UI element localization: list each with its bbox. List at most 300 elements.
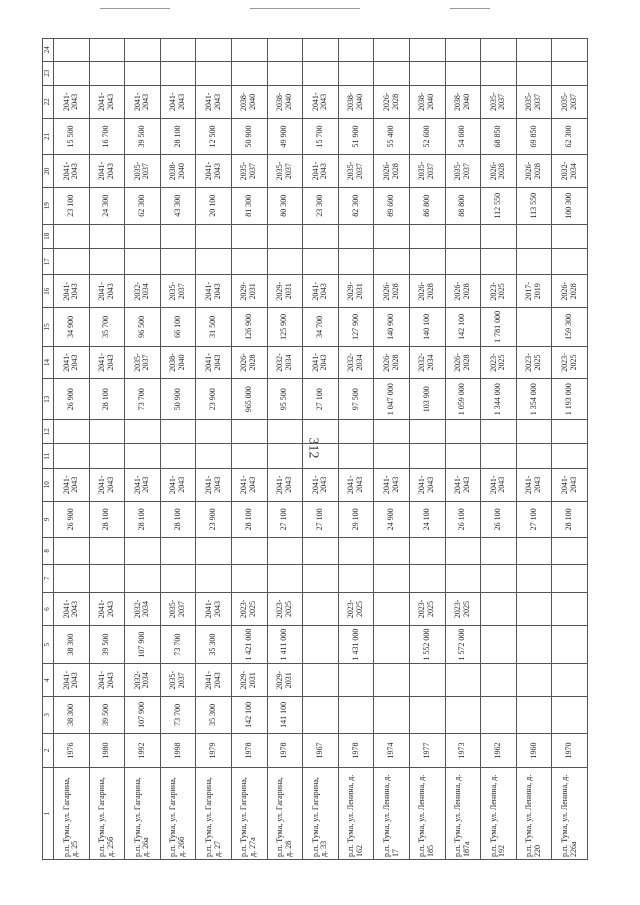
table-cell: 35 300 xyxy=(196,697,232,734)
table-cell xyxy=(231,538,267,564)
table-cell: 39 500 xyxy=(89,625,125,664)
table-cell: 35 300 xyxy=(196,625,232,664)
table-cell: 96 500 xyxy=(125,308,161,347)
table-cell xyxy=(89,444,125,468)
table-cell: 2026-2028 xyxy=(516,155,552,188)
table-cell: 12 500 xyxy=(196,118,232,155)
table-cell xyxy=(481,593,517,626)
table-cell xyxy=(552,248,588,274)
table-cell xyxy=(445,444,481,468)
column-number: 5 xyxy=(43,625,54,664)
table-cell xyxy=(374,248,410,274)
table-cell: 103 900 xyxy=(409,379,445,420)
table-cell: 2035-2037 xyxy=(125,346,161,379)
table-cell: 1 572 000 xyxy=(445,625,481,664)
address-cell: р.п. Тума, ул. Ленина, д. 192 xyxy=(481,768,517,860)
table-cell: 28 100 xyxy=(552,501,588,538)
table-cell: 2041-2043 xyxy=(303,468,339,501)
table-cell: 28 100 xyxy=(125,501,161,538)
table-cell: 39 500 xyxy=(89,697,125,734)
address-cell: р.п. Тума, ул. Ленина, д. 187а xyxy=(445,768,481,860)
table-cell xyxy=(267,61,303,85)
table-cell: 2041-2043 xyxy=(267,468,303,501)
table-cell xyxy=(409,697,445,734)
column-number: 20 xyxy=(43,155,54,188)
table-cell xyxy=(89,248,125,274)
table-cell xyxy=(89,420,125,444)
table-cell xyxy=(303,444,339,468)
column-number: 14 xyxy=(43,346,54,379)
table-cell: 27 100 xyxy=(516,501,552,538)
table-cell: 2041-2043 xyxy=(160,86,196,119)
table-cell: 2023-2025 xyxy=(445,593,481,626)
table-cell xyxy=(231,61,267,85)
table-cell: 23 100 xyxy=(54,187,90,224)
table-cell xyxy=(481,664,517,697)
table-cell: 49 900 xyxy=(267,118,303,155)
table-cell: 142 100 xyxy=(445,308,481,347)
table-cell xyxy=(445,697,481,734)
table-cell: 28 100 xyxy=(89,379,125,420)
table-cell xyxy=(196,39,232,62)
table-cell xyxy=(196,248,232,274)
table-cell xyxy=(160,420,196,444)
table-cell: 2041-2043 xyxy=(196,593,232,626)
table-cell: 38 300 xyxy=(54,697,90,734)
table-cell: 2026-2028 xyxy=(445,346,481,379)
table-cell xyxy=(374,420,410,444)
table-cell: 2026-2028 xyxy=(481,155,517,188)
column-number: 8 xyxy=(43,538,54,564)
table-cell xyxy=(374,538,410,564)
table-cell: 2023-2025 xyxy=(267,593,303,626)
table-cell: 26 900 xyxy=(54,379,90,420)
table-cell xyxy=(303,224,339,248)
table-cell xyxy=(160,444,196,468)
table-row xyxy=(303,39,339,860)
table-cell: 2041-2043 xyxy=(196,86,232,119)
table-cell xyxy=(231,39,267,62)
table-cell xyxy=(160,39,196,62)
table-cell: 2023-2025 xyxy=(481,346,517,379)
table-cell xyxy=(409,444,445,468)
table-cell: 1974 xyxy=(374,733,410,768)
scan-mark xyxy=(450,8,490,9)
table-row xyxy=(481,39,517,860)
table-cell: 2041-2043 xyxy=(196,468,232,501)
table-cell xyxy=(196,61,232,85)
table-cell: 965 000 xyxy=(231,379,267,420)
table-cell: 141 100 xyxy=(267,697,303,734)
repair-schedule-table xyxy=(42,38,588,860)
table-cell xyxy=(374,39,410,62)
table-cell xyxy=(89,564,125,593)
table-cell: 68 850 xyxy=(481,118,517,155)
table-cell xyxy=(481,538,517,564)
column-number: 9 xyxy=(43,501,54,538)
table-cell xyxy=(303,39,339,62)
table-cell: 112 550 xyxy=(481,187,517,224)
table-cell: 2035-2037 xyxy=(516,86,552,119)
address-cell: р.п. Тума, ул. Ленина, д. 185 xyxy=(409,768,445,860)
table-cell: 55 400 xyxy=(374,118,410,155)
table-cell: 140 900 xyxy=(374,308,410,347)
table-cell xyxy=(338,538,374,564)
table-cell xyxy=(267,538,303,564)
column-number: 10 xyxy=(43,468,54,501)
table-cell: 2038-2040 xyxy=(445,86,481,119)
table-cell: 51 900 xyxy=(338,118,374,155)
table-cell xyxy=(516,538,552,564)
table-cell: 2035-2037 xyxy=(552,86,588,119)
table-cell: 73 700 xyxy=(125,379,161,420)
table-cell: 1978 xyxy=(267,733,303,768)
table-cell: 52 600 xyxy=(409,118,445,155)
table-cell: 140 100 xyxy=(409,308,445,347)
table-cell: 31 500 xyxy=(196,308,232,347)
table-cell xyxy=(125,444,161,468)
table-row xyxy=(338,39,374,860)
table-cell: 88 800 xyxy=(445,187,481,224)
table-row xyxy=(374,39,410,860)
table-cell: 2029-2031 xyxy=(231,275,267,308)
table-cell xyxy=(552,420,588,444)
table-cell xyxy=(409,664,445,697)
table-cell: 2038-2040 xyxy=(409,86,445,119)
table-cell: 2041-2043 xyxy=(374,468,410,501)
table-cell xyxy=(552,664,588,697)
table-cell: 26 100 xyxy=(445,501,481,538)
table-cell: 2041-2043 xyxy=(54,593,90,626)
table-cell xyxy=(338,444,374,468)
table-cell: 2041-2043 xyxy=(196,346,232,379)
table-cell: 28 100 xyxy=(160,501,196,538)
table-cell: 107 900 xyxy=(125,625,161,664)
table-cell xyxy=(196,420,232,444)
table-cell xyxy=(516,224,552,248)
table-cell xyxy=(516,420,552,444)
table-cell: 50 900 xyxy=(160,379,196,420)
table-cell: 1 431 000 xyxy=(338,625,374,664)
table-cell: 2035-2037 xyxy=(125,155,161,188)
table-row xyxy=(445,39,481,860)
table-cell: 27 100 xyxy=(303,379,339,420)
table-row xyxy=(54,39,90,860)
table-cell: 1 193 000 xyxy=(552,379,588,420)
table-cell: 95 500 xyxy=(267,379,303,420)
table-cell xyxy=(267,444,303,468)
table-cell: 62 300 xyxy=(552,118,588,155)
table-cell xyxy=(516,697,552,734)
table-cell xyxy=(481,61,517,85)
table-cell: 23 900 xyxy=(196,379,232,420)
table-cell: 2035-2037 xyxy=(445,155,481,188)
table-cell: 23 900 xyxy=(196,501,232,538)
column-number: 3 xyxy=(43,697,54,734)
table-cell xyxy=(552,593,588,626)
table-cell xyxy=(338,39,374,62)
column-number: 18 xyxy=(43,224,54,248)
rotated-table-container xyxy=(42,38,588,860)
table-cell xyxy=(267,564,303,593)
table-cell xyxy=(552,224,588,248)
table-row xyxy=(409,39,445,860)
table-row xyxy=(196,39,232,860)
table-cell: 2041-2043 xyxy=(303,275,339,308)
table-cell: 2041-2043 xyxy=(125,468,161,501)
table-cell xyxy=(54,564,90,593)
table-row xyxy=(160,39,196,860)
table-cell xyxy=(54,224,90,248)
table-cell: 2023-2025 xyxy=(481,275,517,308)
table-cell: 2029-2031 xyxy=(267,664,303,697)
table-cell: 2023-2025 xyxy=(516,346,552,379)
table-cell: 1998 xyxy=(160,733,196,768)
table-cell xyxy=(338,564,374,593)
table-cell xyxy=(89,538,125,564)
table-cell xyxy=(125,538,161,564)
address-cell: р.п. Тума, ул. Гагарина, д. 25 xyxy=(54,768,90,860)
address-cell: р.п. Тума, ул. Гагарина, д. 26б xyxy=(160,768,196,860)
table-cell xyxy=(445,538,481,564)
table-cell xyxy=(445,224,481,248)
table-cell xyxy=(303,248,339,274)
table-cell: 1967 xyxy=(303,733,339,768)
table-cell: 2032-2034 xyxy=(409,346,445,379)
table-cell: 2041-2043 xyxy=(552,468,588,501)
table-cell xyxy=(374,593,410,626)
table-row xyxy=(231,39,267,860)
table-cell: 2041-2043 xyxy=(303,155,339,188)
table-cell xyxy=(481,420,517,444)
table-cell xyxy=(516,61,552,85)
table-cell xyxy=(338,420,374,444)
table-cell: 15 500 xyxy=(54,118,90,155)
table-cell: 2038-2040 xyxy=(338,86,374,119)
table-cell xyxy=(374,697,410,734)
table-cell: 1960 xyxy=(516,733,552,768)
table-cell: 1992 xyxy=(125,733,161,768)
address-cell: р.п. Тума, ул. Ленина, д. 220 xyxy=(516,768,552,860)
address-cell: р.п. Тума, ул. Ленина, д. 226а xyxy=(552,768,588,860)
table-cell: 27 100 xyxy=(303,501,339,538)
table-cell xyxy=(303,420,339,444)
table-cell xyxy=(374,444,410,468)
table-cell xyxy=(303,697,339,734)
table-row xyxy=(552,39,588,860)
table-cell xyxy=(409,224,445,248)
table-cell: 2026-2028 xyxy=(374,86,410,119)
table-cell xyxy=(160,248,196,274)
table-cell: 2035-2037 xyxy=(409,155,445,188)
table-cell xyxy=(374,564,410,593)
table-cell: 81 300 xyxy=(231,187,267,224)
table-cell: 2032-2034 xyxy=(267,346,303,379)
table-cell: 28 100 xyxy=(89,501,125,538)
table-cell: 2041-2043 xyxy=(89,593,125,626)
table-cell xyxy=(267,420,303,444)
table-cell: 2032-2034 xyxy=(125,593,161,626)
table-cell: 159 300 xyxy=(552,308,588,347)
table-cell: 2035-2037 xyxy=(160,593,196,626)
table-cell xyxy=(231,224,267,248)
table-cell: 125 900 xyxy=(267,308,303,347)
table-cell: 2041-2043 xyxy=(54,468,90,501)
table-cell: 2041-2043 xyxy=(196,275,232,308)
table-cell xyxy=(160,538,196,564)
table-cell: 2041-2043 xyxy=(160,468,196,501)
table-cell: 2041-2043 xyxy=(409,468,445,501)
table-cell: 1979 xyxy=(196,733,232,768)
table-cell xyxy=(481,625,517,664)
table-cell: 2038-2040 xyxy=(267,86,303,119)
table-cell xyxy=(445,61,481,85)
table-cell: 2041-2043 xyxy=(89,155,125,188)
table-cell xyxy=(516,593,552,626)
table-cell: 23 300 xyxy=(303,187,339,224)
column-number: 19 xyxy=(43,187,54,224)
column-number: 7 xyxy=(43,564,54,593)
table-cell xyxy=(516,444,552,468)
table-cell: 28 100 xyxy=(231,501,267,538)
table-cell: 24 900 xyxy=(374,501,410,538)
table-cell: 1962 xyxy=(481,733,517,768)
table-cell: 1980 xyxy=(89,733,125,768)
table-cell xyxy=(409,538,445,564)
table-cell: 26 100 xyxy=(481,501,517,538)
table-cell: 1 781 000 xyxy=(481,308,517,347)
scan-mark xyxy=(100,8,170,9)
table-cell xyxy=(231,420,267,444)
table-cell: 100 300 xyxy=(552,187,588,224)
table-cell xyxy=(552,39,588,62)
table-cell: 2026-2028 xyxy=(409,275,445,308)
table-row xyxy=(267,39,303,860)
table-cell: 1973 xyxy=(445,733,481,768)
table-cell: 2023-2025 xyxy=(231,593,267,626)
table-cell: 2029-2031 xyxy=(267,275,303,308)
table-cell xyxy=(409,61,445,85)
table-cell: 2041-2043 xyxy=(196,155,232,188)
table-cell: 2038-2040 xyxy=(160,155,196,188)
table-cell: 54 600 xyxy=(445,118,481,155)
table-cell xyxy=(516,308,552,347)
table-cell xyxy=(516,664,552,697)
column-number: 12 xyxy=(43,420,54,444)
table-cell: 2023-2025 xyxy=(552,346,588,379)
table-cell: 2032-2034 xyxy=(338,346,374,379)
table-cell: 34 700 xyxy=(303,308,339,347)
table-cell xyxy=(552,61,588,85)
table-cell: 1 552 000 xyxy=(409,625,445,664)
table-cell xyxy=(196,224,232,248)
table-cell xyxy=(125,564,161,593)
table-cell: 27 100 xyxy=(267,501,303,538)
column-number: 4 xyxy=(43,664,54,697)
address-cell: р.п. Тума, ул. Ленина, д. 17 xyxy=(374,768,410,860)
table-cell xyxy=(125,39,161,62)
table-cell: 29 100 xyxy=(338,501,374,538)
address-cell: р.п. Тума, ул. Гагарина, д. 28 xyxy=(267,768,303,860)
table-cell: 82 300 xyxy=(338,187,374,224)
address-cell: р.п. Тума, ул. Гагарина, д. 26а xyxy=(125,768,161,860)
table-cell xyxy=(54,538,90,564)
table-cell xyxy=(409,39,445,62)
table-cell: 2041-2043 xyxy=(89,664,125,697)
column-number: 17 xyxy=(43,248,54,274)
table-cell: 2026-2028 xyxy=(445,275,481,308)
table-cell xyxy=(267,39,303,62)
table-cell: 2041-2043 xyxy=(54,664,90,697)
table-cell: 38 300 xyxy=(54,625,90,664)
table-cell xyxy=(267,224,303,248)
table-cell: 2041-2043 xyxy=(196,664,232,697)
table-cell: 2041-2043 xyxy=(303,86,339,119)
table-cell: 2029-2031 xyxy=(231,664,267,697)
table-cell xyxy=(481,697,517,734)
table-cell: 73 700 xyxy=(160,697,196,734)
table-cell xyxy=(54,420,90,444)
table-cell xyxy=(231,444,267,468)
table-cell: 2026-2028 xyxy=(374,346,410,379)
table-cell xyxy=(338,697,374,734)
column-number: 21 xyxy=(43,118,54,155)
table-cell xyxy=(552,444,588,468)
table-cell: 1978 xyxy=(231,733,267,768)
table-cell: 127 900 xyxy=(338,308,374,347)
table-cell: 2041-2043 xyxy=(231,468,267,501)
table-cell: 2035-2037 xyxy=(160,664,196,697)
table-cell: 2041-2043 xyxy=(338,468,374,501)
table-cell xyxy=(160,61,196,85)
column-number: 23 xyxy=(43,61,54,85)
column-number: 15 xyxy=(43,308,54,347)
table-row xyxy=(125,39,161,860)
table-cell xyxy=(338,664,374,697)
table-cell xyxy=(374,625,410,664)
column-number: 6 xyxy=(43,593,54,626)
table-cell xyxy=(481,564,517,593)
table-cell xyxy=(374,224,410,248)
table-cell: 2035-2037 xyxy=(267,155,303,188)
table-cell xyxy=(552,564,588,593)
table-cell: 2041-2043 xyxy=(89,468,125,501)
address-cell: р.п. Тума, ул. Гагарина, д. 27 xyxy=(196,768,232,860)
table-cell xyxy=(445,39,481,62)
table-cell xyxy=(89,61,125,85)
table-cell: 24 300 xyxy=(89,187,125,224)
table-cell: 126 900 xyxy=(231,308,267,347)
table-cell: 1 411 000 xyxy=(267,625,303,664)
table-cell: 1 047 000 xyxy=(374,379,410,420)
table-cell: 28 100 xyxy=(160,118,196,155)
table-cell xyxy=(89,39,125,62)
table-cell: 97 500 xyxy=(338,379,374,420)
table-cell xyxy=(516,39,552,62)
table-cell xyxy=(303,564,339,593)
table-row xyxy=(516,39,552,860)
table-cell: 2017-2019 xyxy=(516,275,552,308)
table-cell xyxy=(445,664,481,697)
table-cell: 2041-2043 xyxy=(54,275,90,308)
table-cell xyxy=(125,224,161,248)
table-cell xyxy=(54,39,90,62)
table-cell: 2023-2025 xyxy=(409,593,445,626)
address-cell: р.п. Тума, ул. Гагарина, д. 25б xyxy=(89,768,125,860)
table-cell: 16 700 xyxy=(89,118,125,155)
table-cell: 73 700 xyxy=(160,625,196,664)
table-cell xyxy=(125,248,161,274)
